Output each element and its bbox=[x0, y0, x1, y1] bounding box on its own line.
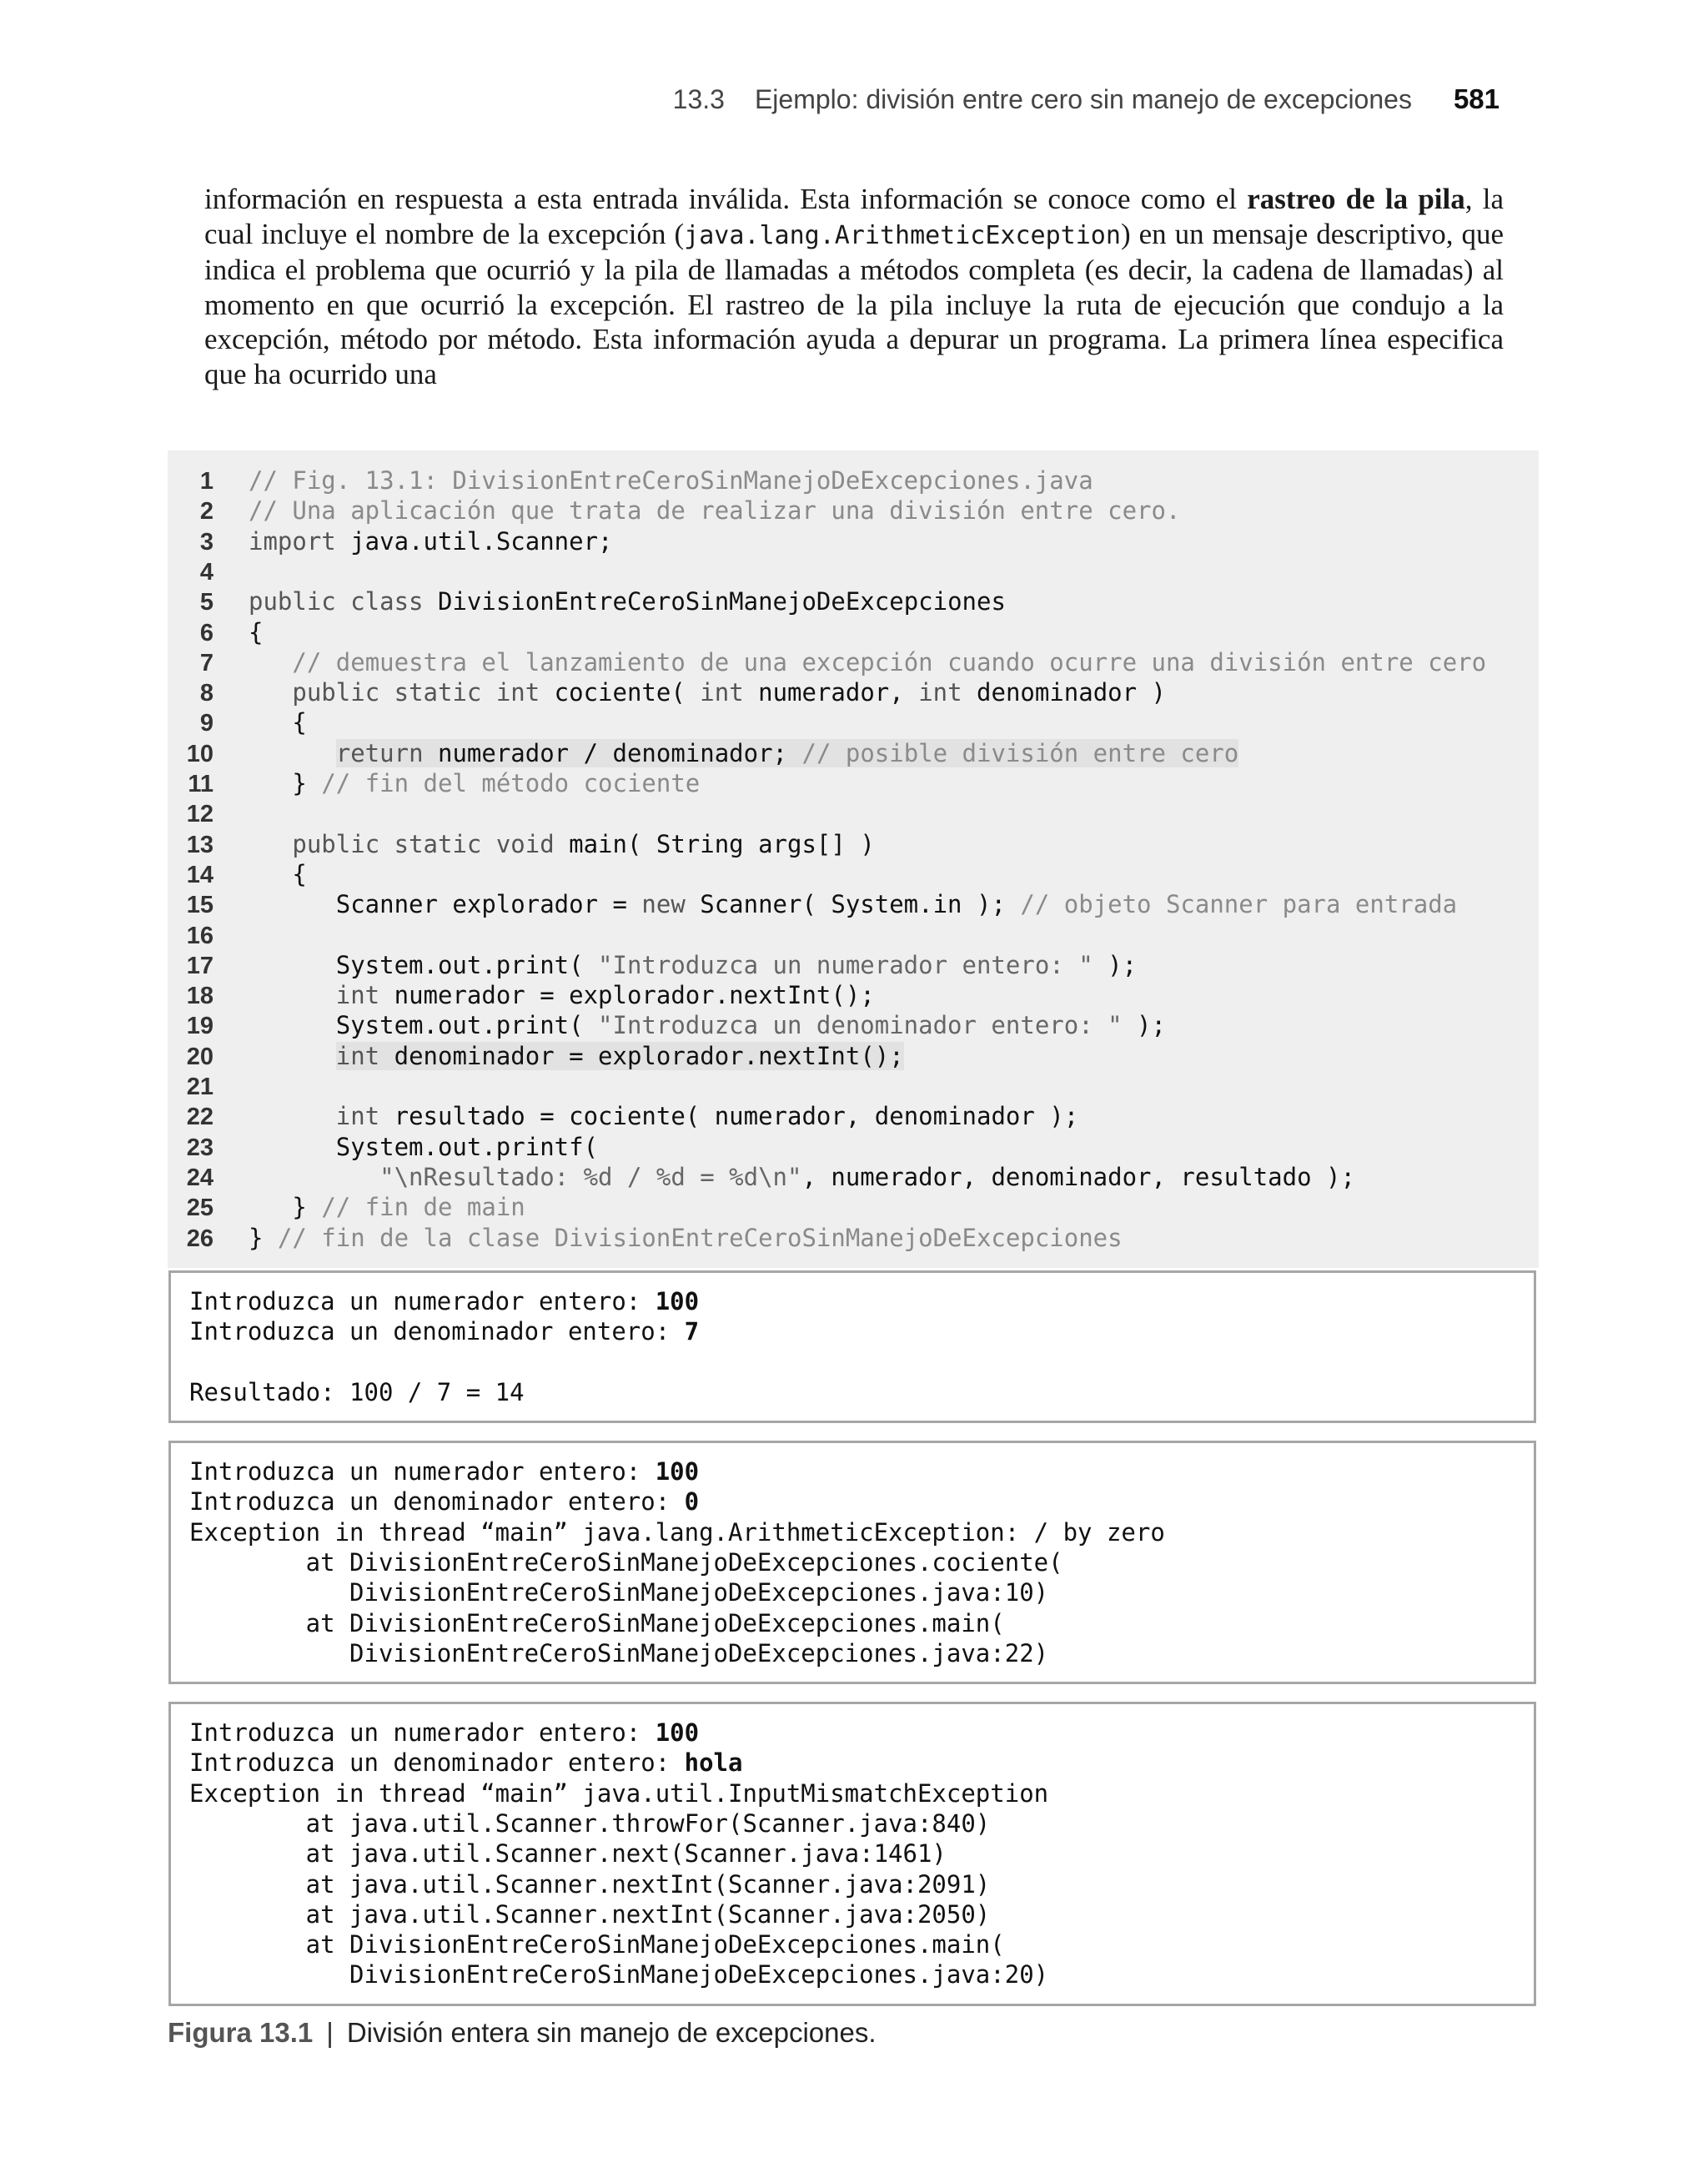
code-line bbox=[168, 950, 1138, 980]
line-number: 9 bbox=[199, 710, 214, 737]
code-text: "\nResultado: %d / %d = %d\n", numerador, denominador, resultado ); bbox=[379, 1162, 1355, 1191]
line-number: 11 bbox=[188, 771, 214, 797]
code-text: // Fig. 13.1: DivisionEntreCeroSinManejoDeExcepciones.java bbox=[249, 466, 1093, 495]
code-listing bbox=[168, 450, 1539, 1268]
highlighted-code: int denominador = explorador.nextInt(); bbox=[335, 1041, 904, 1070]
code-text: // Una aplicación que trata de realizar una división entre cero. bbox=[249, 496, 1181, 526]
code-text: int resultado = cociente( numerador, denominador ); bbox=[335, 1102, 1079, 1131]
code-line bbox=[168, 1132, 599, 1162]
line-number: 22 bbox=[186, 1104, 214, 1131]
code-text: import java.util.Scanner; bbox=[249, 526, 613, 556]
code-line bbox=[168, 1101, 1079, 1131]
output-line: Introduzca un denominador entero: hola bbox=[189, 1748, 743, 1778]
user-input: 7 bbox=[684, 1317, 700, 1346]
code-line bbox=[168, 1223, 1123, 1253]
highlighted-code: return numerador / denominador; // posible división entre cero bbox=[335, 738, 1239, 767]
output-line: Introduzca un numerador entero: 100 bbox=[189, 1287, 700, 1315]
line-number: 19 bbox=[186, 1013, 214, 1040]
user-input: 100 bbox=[655, 1287, 700, 1315]
line-number: 7 bbox=[199, 649, 214, 677]
line-number: 12 bbox=[186, 801, 214, 828]
line-number: 8 bbox=[199, 680, 214, 707]
code-line bbox=[168, 495, 1181, 526]
code-text: { bbox=[249, 617, 264, 646]
code-line bbox=[168, 1162, 1355, 1192]
code-line bbox=[168, 677, 1167, 707]
code-line bbox=[168, 798, 214, 828]
line-number: 2 bbox=[199, 498, 214, 526]
user-input: hola bbox=[684, 1748, 743, 1778]
exception-name: java.lang.ArithmeticException bbox=[684, 220, 1121, 250]
intro-paragraph bbox=[204, 182, 1504, 391]
intro-text-2: , la cual incluye el nombre de la excepción ( bbox=[204, 183, 1504, 250]
code-line bbox=[168, 526, 613, 556]
term-rastreo-de-la-pila: rastreo de la pila bbox=[1247, 183, 1465, 215]
output-box-2 bbox=[168, 1441, 1536, 1684]
code-text: System.out.print( "Introduzca un denominador entero: " ); bbox=[249, 1011, 1166, 1040]
line-number: 3 bbox=[199, 528, 214, 556]
line-number: 18 bbox=[186, 983, 214, 1010]
output-line: Exception in thread “main” java.lang.ArithmeticException: / by zero bbox=[189, 1517, 1165, 1547]
output-line: Exception in thread “main” java.util.InputMismatchException bbox=[189, 1778, 1049, 1808]
line-number: 16 bbox=[186, 922, 214, 949]
code-line bbox=[168, 889, 1458, 919]
line-number: 23 bbox=[186, 1134, 214, 1161]
code-line bbox=[168, 465, 1093, 495]
code-text: { bbox=[249, 708, 307, 737]
line-number: 4 bbox=[199, 558, 214, 586]
line-number: 10 bbox=[186, 740, 214, 767]
output-line: Introduzca un numerador entero: 100 bbox=[189, 1718, 700, 1747]
code-line bbox=[168, 556, 214, 586]
line-number: 25 bbox=[186, 1195, 214, 1222]
output-line: at DivisionEntreCeroSinManejoDeExcepciones.main( bbox=[189, 1930, 1005, 1959]
output-line: at java.util.Scanner.next(Scanner.java:1461) bbox=[189, 1839, 947, 1869]
code-line bbox=[168, 586, 1006, 616]
code-line bbox=[168, 707, 307, 737]
caption-text: División entera sin manejo de excepciones. bbox=[346, 2017, 877, 2048]
code-line bbox=[168, 647, 1487, 677]
line-number: 17 bbox=[186, 952, 214, 979]
code-line bbox=[168, 617, 264, 647]
line-number: 13 bbox=[186, 831, 214, 858]
code-text: System.out.print( "Introduzca un numerador entero: " ); bbox=[249, 950, 1138, 979]
output-line: at DivisionEntreCeroSinManejoDeExcepciones.main( bbox=[189, 1608, 1005, 1637]
code-text: { bbox=[249, 859, 307, 888]
output-line: Resultado: 100 / 7 = 14 bbox=[189, 1377, 525, 1406]
code-text: public static void main( String args[] ) bbox=[292, 829, 875, 858]
code-line bbox=[168, 829, 875, 859]
code-text: System.out.printf( bbox=[249, 1132, 599, 1161]
section-number: 13.3 bbox=[672, 84, 725, 114]
line-number: 26 bbox=[186, 1225, 214, 1252]
output-box-3 bbox=[168, 1702, 1536, 2006]
code-text: } // fin del método cociente bbox=[249, 769, 701, 797]
line-number: 15 bbox=[186, 892, 214, 919]
code-text bbox=[249, 1041, 904, 1071]
output-line: at java.util.Scanner.throwFor(Scanner.java:840) bbox=[189, 1808, 991, 1838]
code-text: Scanner explorador = new Scanner( System.in ); // objeto Scanner para entrada bbox=[249, 890, 1458, 919]
user-input: 0 bbox=[684, 1487, 700, 1517]
line-number: 6 bbox=[199, 619, 214, 646]
code-text: public static int cociente( int numerador, int denominador ) bbox=[292, 678, 1167, 707]
output-line: DivisionEntreCeroSinManejoDeExcepciones.java:10) bbox=[189, 1578, 1049, 1607]
output-line: DivisionEntreCeroSinManejoDeExcepciones.java:20) bbox=[189, 1960, 1049, 1989]
code-text bbox=[249, 738, 1238, 768]
code-line bbox=[168, 859, 307, 889]
code-text: int numerador = explorador.nextInt(); bbox=[335, 981, 875, 1010]
line-number: 5 bbox=[199, 589, 214, 616]
figure-caption bbox=[168, 2017, 877, 2049]
output-box-1 bbox=[168, 1270, 1536, 1423]
output-line: Introduzca un denominador entero: 7 bbox=[189, 1317, 700, 1346]
section-title: Ejemplo: división entre cero sin manejo de excepciones bbox=[754, 84, 1412, 114]
output-line: DivisionEntreCeroSinManejoDeExcepciones.java:22) bbox=[189, 1638, 1049, 1667]
intro-text-1: información en respuesta a esta entrada inválida. Esta información se conoce como el bbox=[204, 183, 1248, 215]
line-number: 1 bbox=[199, 468, 214, 495]
output-line: at DivisionEntreCeroSinManejoDeExcepciones.cociente( bbox=[189, 1547, 1063, 1577]
code-text: public class DivisionEntreCeroSinManejoDeExcepciones bbox=[249, 587, 1006, 616]
output-line: at java.util.Scanner.nextInt(Scanner.java:2091) bbox=[189, 1869, 991, 1899]
code-text: // demuestra el lanzamiento de una excepción cuando ocurre una división entre cero bbox=[292, 647, 1487, 677]
code-line bbox=[168, 1041, 904, 1071]
intro-text-3: ) en un mensaje descriptivo, que indica el problema que ocurrió y la pila de llamadas a métodos completa (es decir, la cadena de llamadas) al momento en que ocurrió la excepción. El rastreo de la pila incluye la ruta de ejecución que condujo a la excepción, método por método. Esta información ayuda a depurar un programa. La primera línea especifica que ha ocurrido una bbox=[204, 217, 1504, 390]
user-input: 100 bbox=[655, 1457, 700, 1486]
caption-separator: | bbox=[326, 2017, 334, 2048]
code-line bbox=[168, 920, 214, 950]
line-number: 20 bbox=[186, 1043, 214, 1070]
output-line: Introduzca un denominador entero: 0 bbox=[189, 1487, 700, 1517]
code-line bbox=[168, 980, 875, 1010]
code-text: } // fin de la clase DivisionEntreCeroSinManejoDeExcepciones bbox=[249, 1223, 1123, 1252]
output-line: Introduzca un numerador entero: 100 bbox=[189, 1457, 700, 1486]
line-number: 21 bbox=[186, 1074, 214, 1100]
line-number: 24 bbox=[186, 1164, 214, 1191]
line-number: 14 bbox=[186, 861, 214, 888]
output-line: at java.util.Scanner.nextInt(Scanner.java:2050) bbox=[189, 1899, 991, 1929]
code-line bbox=[168, 1071, 214, 1101]
code-line bbox=[168, 1192, 525, 1222]
user-input: 100 bbox=[655, 1718, 700, 1747]
figure-label: Figura 13.1 bbox=[168, 2017, 314, 2048]
code-line bbox=[168, 1010, 1166, 1040]
code-line bbox=[168, 738, 1239, 768]
running-header bbox=[0, 83, 1500, 115]
code-line bbox=[168, 768, 701, 798]
page-number: 581 bbox=[1453, 83, 1500, 114]
code-text: } // fin de main bbox=[249, 1193, 525, 1222]
